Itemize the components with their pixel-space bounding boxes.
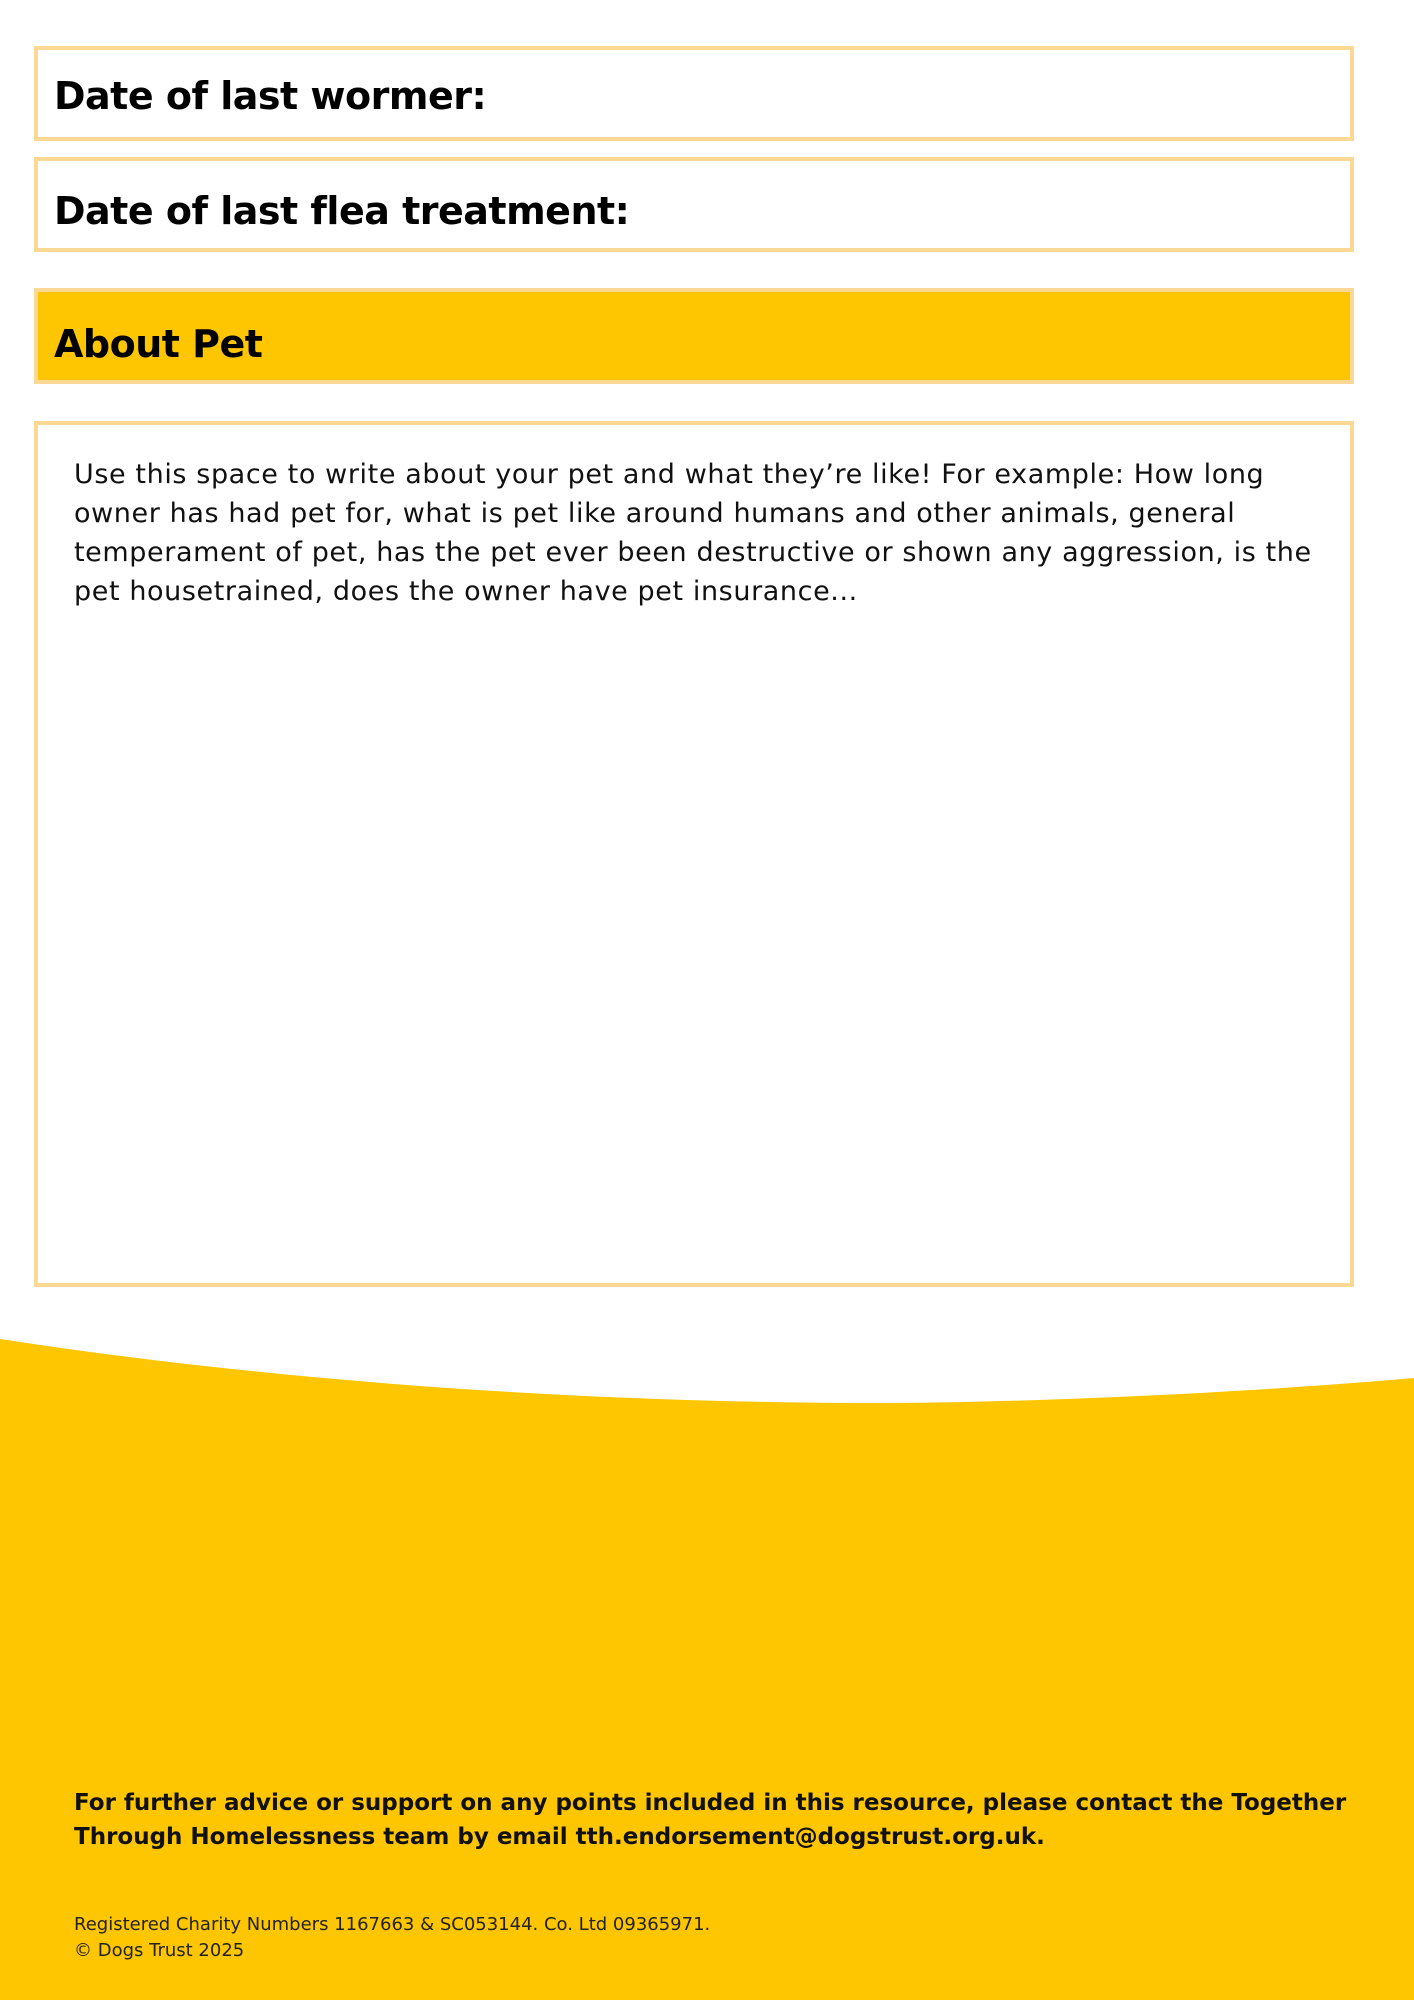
about-pet-heading: About Pet xyxy=(54,322,263,366)
flea-treatment-date-label: Date of last flea treatment: xyxy=(54,189,630,233)
copyright-notice: © Dogs Trust 2025 xyxy=(74,1940,245,1961)
about-pet-header xyxy=(34,288,1354,384)
flea-treatment-date-field[interactable] xyxy=(34,157,1354,252)
footer-legal xyxy=(74,1912,1074,1964)
about-pet-instructions: Use this space to write about your pet and what they’re like! For example: How long owner has had pet for, what is pet like around humans and other animals, general temperament of pet, has the pet ever been destructive or shown any aggression, is the pet housetrained, does the owner have pet insurance... xyxy=(74,459,1312,607)
footer-contact-text: For further advice or support on any points included in this resource, please contact the Together Through Homelessness team by email tth.endorsement@dogstrust.org.uk. xyxy=(74,1790,1347,1850)
footer-wave-background xyxy=(0,1330,1414,2000)
about-pet-text-area[interactable] xyxy=(34,421,1354,1287)
charity-registration: Registered Charity Numbers 1167663 & SC053144. Co. Ltd 09365971. xyxy=(74,1914,711,1935)
wormer-date-field[interactable] xyxy=(34,46,1354,141)
wormer-date-label: Date of last wormer: xyxy=(54,74,487,118)
